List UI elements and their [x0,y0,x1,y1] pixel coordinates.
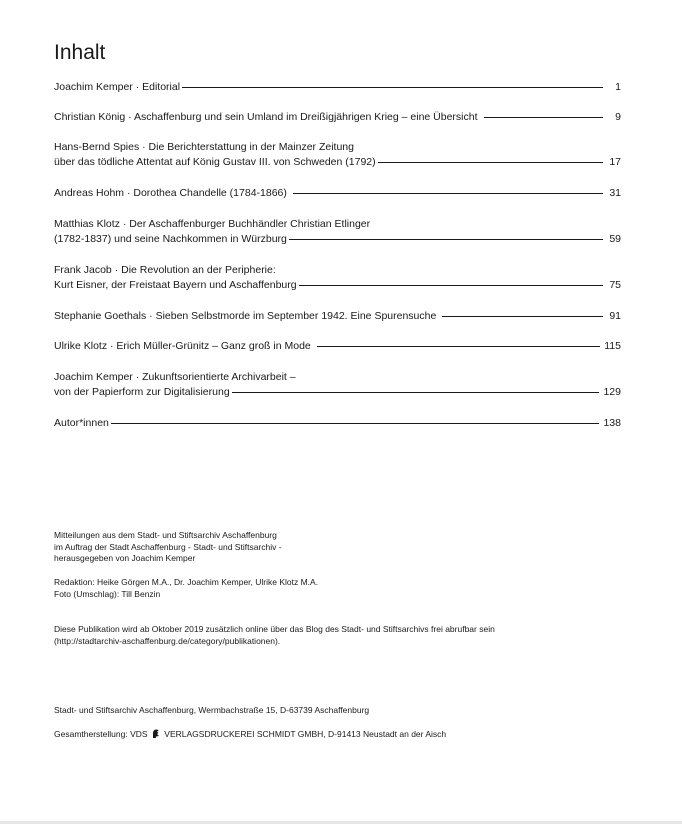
leader-line [299,285,603,286]
photo-credit: Foto (Umschlag): Till Benzin [54,588,161,599]
toc-entry-title: Hans-Bernd Spies · Die Berichterstattung in der Mainzer Zeitung [54,141,354,153]
series-line: herausgegeben von Joachim Kemper [54,553,196,563]
toc-entry-title: Frank Jacob · Die Revolution an der Peripherie: [54,264,276,276]
toc-entry-title: Christian König · Aschaffenburg und sein Umland im Dreißigjährigen Krieg – eine Übersicht [54,111,478,123]
series-line: Mitteilungen aus dem Stadt- und Stiftsarchiv Aschaffenburg [54,530,277,540]
toc-entry-page: 1 [615,81,621,93]
toc-entry[interactable] [54,217,621,247]
toc-entry-title: Matthias Klotz · Der Aschaffenburger Buchhändler Christian Etlinger [54,218,371,230]
leader-line [289,239,603,240]
toc-entry-page: 91 [609,310,621,322]
toc-entry-title-continued: Kurt Eisner, der Freistaat Bayern und Aschaffenburg [54,279,297,291]
toc-entry[interactable] [54,110,621,125]
leader-line [442,316,603,317]
toc-entry-page: 129 [603,386,621,398]
toc-entry[interactable] [54,186,621,201]
online-url[interactable]: (http://stadtarchiv-aschaffenburg.de/category/publikationen). [54,635,281,646]
toc-entry-page: 17 [609,156,621,168]
toc-entry-page: 9 [615,111,621,123]
production-suffix: VERLAGSDRUCKEREI SCHMIDT GMBH, D-91413 Neustadt an der Aisch [164,729,447,739]
editorial-info [54,577,318,600]
editors-line: Redaktion: Heike Görgen M.A., Dr. Joachim Kemper, Ulrike Klotz M.A. [54,577,319,587]
toc-entry[interactable] [54,339,621,354]
leader-line [378,162,603,163]
production-line [54,728,446,740]
toc-entry-page: 59 [609,233,621,245]
address-line [54,705,369,716]
series-info [54,530,282,565]
toc-entry-title: Ulrike Klotz · Erich Müller-Grünitz – Ganz groß in Mode [54,340,311,352]
toc-entry-page: 115 [604,340,621,352]
toc-entry-page: 138 [603,417,621,429]
toc-entry-title-continued: (1782-1837) und seine Nachkommen in Würzburg [54,233,287,245]
page-title: Inhalt [54,41,106,64]
leader-line [484,117,603,118]
online-notice [54,624,495,647]
series-line: im Auftrag der Stadt Aschaffenburg - Stadt- und Stiftsarchiv - [54,541,282,552]
toc-entry[interactable] [54,309,621,324]
leader-line [111,423,600,424]
toc-entry-page: 75 [609,279,621,291]
toc-entry[interactable] [54,263,621,293]
leader-line [232,392,600,393]
toc-entry-title: Joachim Kemper · Editorial [54,81,181,93]
toc-entry[interactable] [54,140,621,170]
toc-entry-title: Stephanie Goethals · Sieben Selbstmorde im September 1942. Eine Spurensuche [54,310,437,322]
leader-line [293,193,603,194]
toc-entry-title: Autor*innen [54,417,109,429]
online-line: Diese Publikation wird ab Oktober 2019 zusätzlich online über das Blog des Stadt- und Stiftsarchivs frei abrufbar sein [54,624,495,634]
toc-entry-title-continued: über das tödliche Attentat auf König Gustav III. von Schweden (1792) [54,156,376,168]
toc-entry-title: Joachim Kemper · Zukunftsorientierte Archivarbeit – [54,371,296,383]
toc-entry-title: Andreas Hohm · Dorothea Chandelle (1784-1866) [54,187,287,199]
toc-entry-title-continued: von der Papierform zur Digitalisierung [54,386,230,398]
toc-entry[interactable] [54,370,621,400]
archive-address: Stadt- und Stiftsarchiv Aschaffenburg, Wermbachstraße 15, D-63739 Aschaffenburg [54,705,370,715]
toc-entry-page: 31 [609,187,621,199]
production-prefix: Gesamtherstellung: VDS [54,729,148,739]
printer-logo-icon [151,728,161,739]
toc-entry[interactable] [54,416,621,431]
leader-line [182,87,603,88]
leader-line [317,346,601,347]
toc-entry[interactable] [54,80,621,95]
